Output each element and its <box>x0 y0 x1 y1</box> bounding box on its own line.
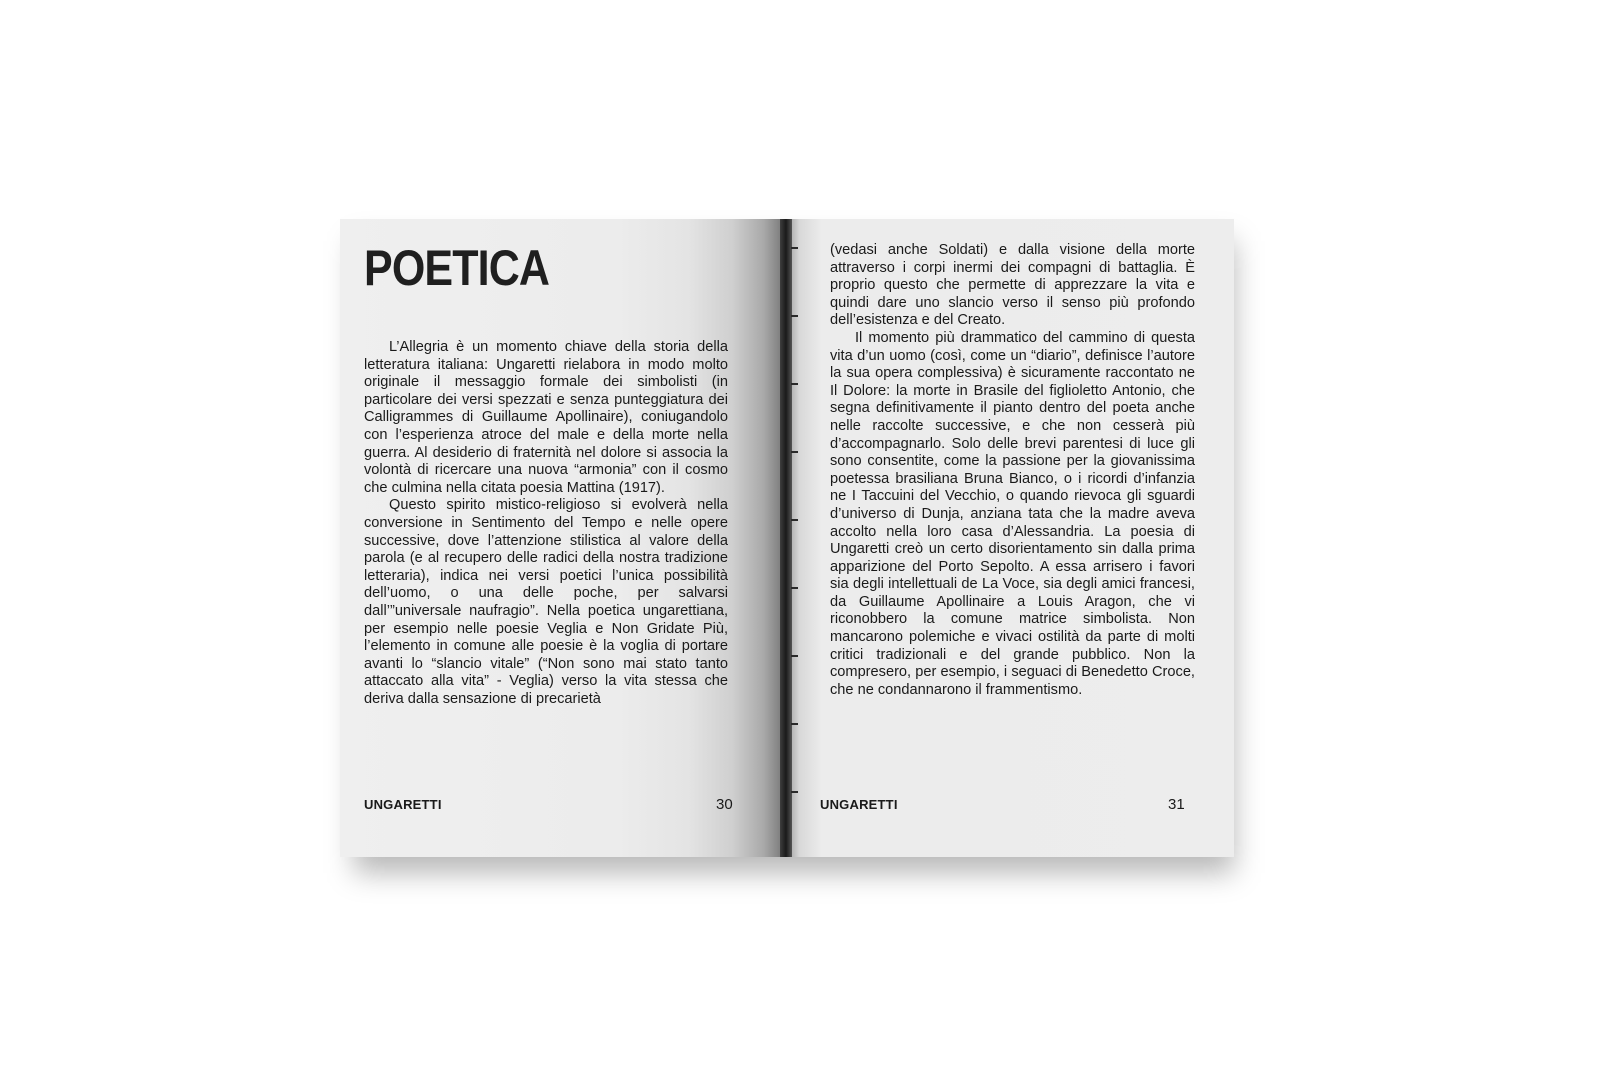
binding-stitch <box>791 519 798 521</box>
paragraph: Il momento più drammatico del cammino di questa vita d’un uomo (così, come un “diario”, definisce l’autore la sua opera complessiva) è sicuramente raccontato ne Il Dolore: la morte in Brasile del figlioletto Antonio, che segna definitivamente il pianto dentro del poeta anche nelle raccolte successive, e che non cesserà più d’accompagnarlo. Solo delle brevi parentesi di luce gli sono consentite, come la passione per la giovanissima poetessa brasiliana Bruna Bianco, o i ricordi d’infanzia ne I Taccuini del Vecchio, o quando rievoca gli sguardi d’universo di Dunja, anziana tata che la madre aveva accolto nella loro casa d’Alessandria. La poesia di Ungaretti creò un certo disorientamento sin dalla prima apparizione del Porto Sepolto. A essa arrisero i favori sia degli intellettuali de La Voce, sia degli amici francesi, da Guillaume Apollinaire a Louis Aragon, che vi riconobbero la comune matrice simbolista. Non mancarono polemiche e vivaci ostilità da parte di molti critici tradizionali e del grande pubblico. Non la compresero, per esempio, i seguaci di Benedetto Croce, che ne condannarono il frammentismo. <box>830 329 1195 698</box>
paragraph: L’Allegria è un momento chiave della storia della letteratura italiana: Ungaretti rielabora in modo molto originale il messaggio formale dei simbolisti (in particolare dei versi spezzati e senza punteggiatura dei Calligrammes di Guillaume Apollinaire), coniugandolo con l’esperienza atroce del male e della morte nella guerra. Al desiderio di fraternità nel dolore si associa la volontà di ricercare una nuova “armonia” con il cosmo che culmina nella citata poesia Mattina (1917). <box>364 339 728 496</box>
running-footer-label: UNGARETTI <box>820 797 898 812</box>
left-page <box>340 219 786 857</box>
binding-stitch <box>791 723 798 725</box>
binding-stitch <box>791 791 798 793</box>
paragraph: Questo spirito mistico-religioso si evolverà nella conversione in Sentimento del Tempo e nelle opere successive, dove l’attenzione stilistica al valore della parola (e al recupero delle radici della nostra tradizione letteraria), indica nei versi poetici l’unica possibilità dell’uomo, o una delle poche, per salvarsi dall’”universale naufragio”. Nella poetica ungarettiana, per esempio nelle poesie Veglia e Non Gridate Più, l’elemento in comune alle poesie è la voglia di portare avanti lo “slancio vitale” (“Non sono mai stato tanto attaccato alla vita” - Veglia) verso la vita stessa che deriva dalla sensazione di precarietà <box>364 497 728 707</box>
binding-stitch <box>791 383 798 385</box>
binding-stitch <box>791 451 798 453</box>
right-page-body <box>830 242 1195 699</box>
running-footer-label: UNGARETTI <box>364 797 442 812</box>
page-title: POETICA <box>364 240 550 296</box>
binding-stitch <box>791 315 798 317</box>
binding-stitch <box>791 247 798 249</box>
page-number: 31 <box>1168 796 1185 813</box>
left-page-body <box>364 339 728 708</box>
right-page <box>786 219 1234 857</box>
binding-stitch <box>791 587 798 589</box>
paragraph: (vedasi anche Soldati) e dalla visione della morte attraverso i corpi inermi dei compagni di battaglia. È proprio questo che permette di apprezzare la vita e quindi dare uno slancio verso il senso più profondo dell’esistenza e del Creato. <box>830 242 1195 329</box>
binding-stitch <box>791 655 798 657</box>
open-book <box>340 219 1240 857</box>
page-number: 30 <box>716 796 733 813</box>
